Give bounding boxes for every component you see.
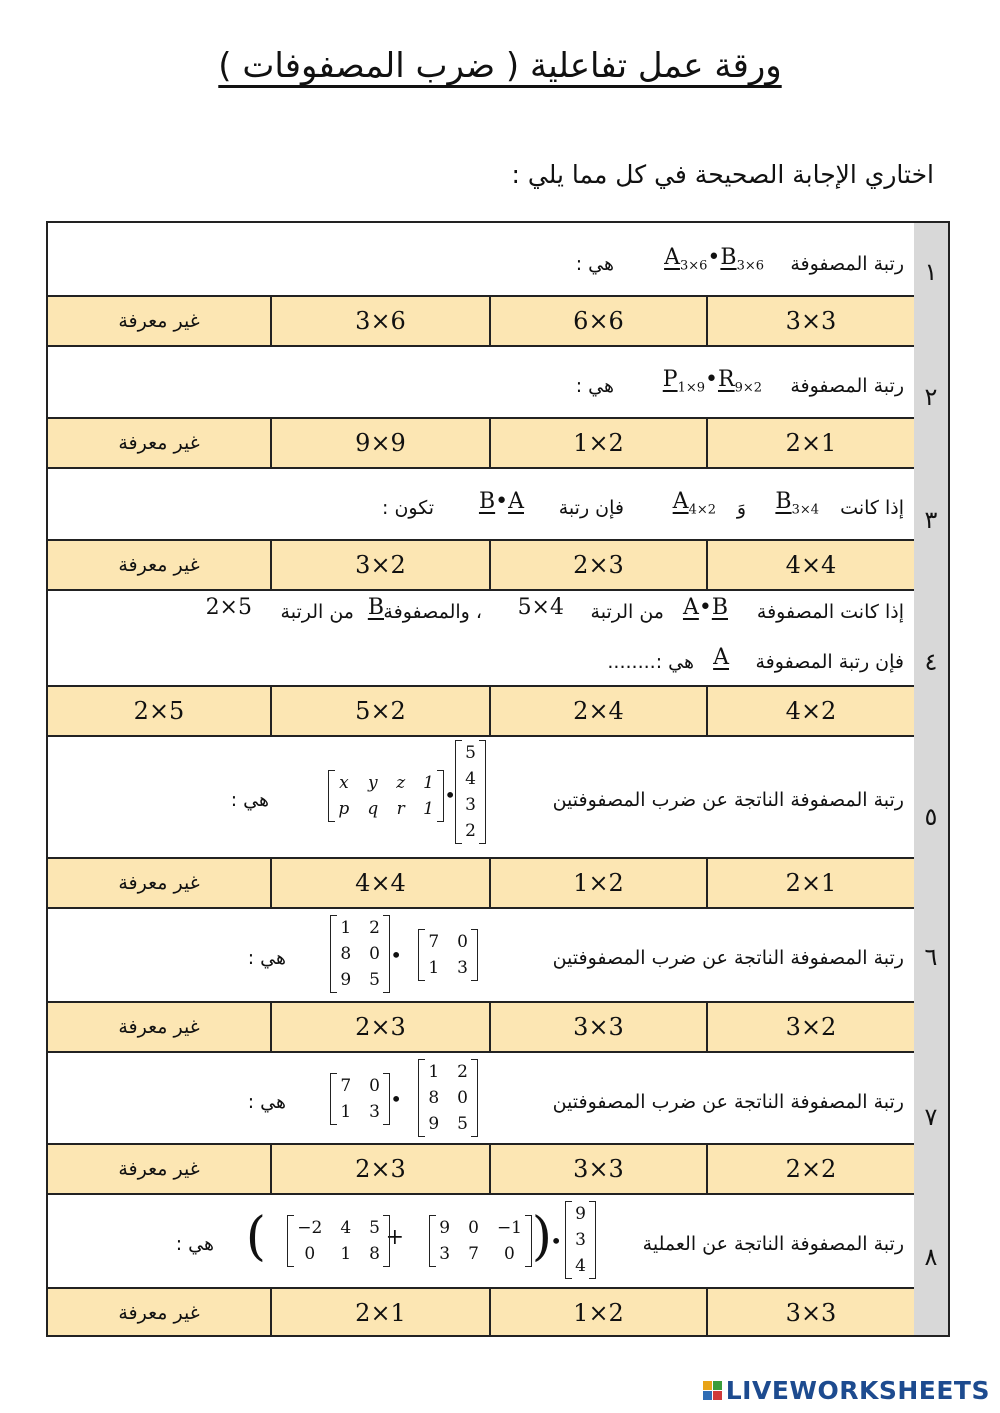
- matrix-entry: q: [367, 799, 379, 819]
- matrix-entry: 1: [340, 918, 352, 938]
- matrix-entry: 4: [340, 1218, 352, 1238]
- question-tail: هي :: [575, 375, 614, 397]
- matrix-entry: 9: [428, 1114, 440, 1134]
- answer-option[interactable]: 3×6: [270, 297, 489, 345]
- matrix-row: [331, 1073, 389, 1099]
- matrix-entry: 0: [304, 1244, 316, 1264]
- answer-option[interactable]: 4×4: [270, 859, 489, 907]
- matrix-row: [456, 740, 485, 766]
- question-tail: هي :: [575, 253, 614, 275]
- answer-option[interactable]: 2×1: [706, 419, 914, 467]
- matrix-order: 3×6: [679, 258, 708, 274]
- column-matrix: [565, 1201, 596, 1279]
- matrix-row: [288, 1241, 389, 1267]
- answer-option[interactable]: 2×4: [489, 687, 706, 735]
- matrix-row: [456, 818, 485, 844]
- answer-option[interactable]: 1×2: [489, 859, 706, 907]
- left-paren: (: [245, 1207, 266, 1267]
- matrix-2x2: [330, 1073, 390, 1125]
- multiply-dot: •: [444, 783, 456, 807]
- question-text: رتبة المصفوفة: [790, 375, 904, 397]
- matrix-B: B: [720, 245, 737, 270]
- matrix-entry: −1: [496, 1218, 522, 1238]
- matrix-entry: 2: [457, 1062, 468, 1082]
- answer-option[interactable]: 3×3: [706, 297, 914, 345]
- matrix-row: [331, 967, 389, 993]
- question-number: ٤: [924, 648, 938, 676]
- matrix-row: [329, 796, 443, 822]
- matrix-entry: 5: [457, 1114, 468, 1134]
- question-tail: هي :: [230, 789, 269, 811]
- answer-option[interactable]: 3×3: [706, 1289, 914, 1337]
- matrix-expression: $P_{1\times 9}•R_{9\times 2}$: [662, 367, 762, 396]
- answer-option[interactable]: 4×2: [706, 687, 914, 735]
- answer-row-5: [48, 859, 914, 909]
- answer-option[interactable]: 1×2: [489, 419, 706, 467]
- footer-brand: LIVEWORKSHEETS: [725, 1376, 990, 1405]
- answer-option[interactable]: غير معرفة: [118, 310, 200, 332]
- matrix-row: [419, 1085, 477, 1111]
- answer-row-2: [48, 419, 914, 469]
- page-title: ورقة عمل تفاعلية ( ضرب المصفوفات ): [218, 46, 782, 86]
- matrix-entry: 1: [428, 1062, 440, 1082]
- row-matrix: [328, 770, 444, 822]
- question-number: ٢: [924, 383, 938, 411]
- question-text: ، والمصفوفة: [383, 601, 482, 623]
- matrix-entry: 2: [369, 918, 380, 938]
- right-paren: ): [531, 1207, 552, 1267]
- matrix-entry: 0: [468, 1218, 479, 1238]
- matrix-entry: 4: [465, 769, 476, 789]
- column-matrix: [455, 740, 486, 844]
- matrix-2x2: [418, 929, 478, 981]
- matrix-A-symbol: A: [713, 645, 729, 670]
- matrix-row: [419, 929, 477, 955]
- answer-row-6: [48, 1003, 914, 1053]
- matrix-row: [430, 1215, 531, 1241]
- question-number: ٦: [924, 943, 938, 971]
- question-text: فإن رتبة المصفوفة: [755, 651, 904, 673]
- question-number: ١: [924, 258, 938, 286]
- matrix-order: 3×6: [736, 258, 764, 274]
- answer-option[interactable]: 2×2: [706, 1145, 914, 1193]
- matrix-order: 2×5: [205, 595, 252, 620]
- question-text: رتبة المصفوفة: [790, 253, 904, 275]
- answer-option[interactable]: 2×5: [133, 697, 185, 725]
- matrix-order: 4×2: [688, 502, 716, 518]
- question-number: ٧: [924, 1103, 938, 1131]
- question-text: فإن رتبة: [558, 497, 624, 519]
- matrix-entry: 1: [423, 799, 434, 819]
- question-table: [46, 221, 950, 1337]
- matrix-entry: 0: [369, 944, 380, 964]
- answer-option[interactable]: 3×3: [489, 1145, 706, 1193]
- matrix-entry: 8: [428, 1088, 440, 1108]
- matrix-row: [419, 1059, 477, 1085]
- matrix-A: A: [508, 489, 524, 514]
- matrix-B: [368, 595, 384, 620]
- matrix-B: B: [775, 489, 792, 514]
- matrix-A-order: [673, 489, 716, 517]
- answer-option[interactable]: 3×2: [706, 1003, 914, 1051]
- question-number: ٥: [924, 803, 938, 831]
- matrix-row: [329, 770, 443, 796]
- matrix-entry: 3: [369, 1102, 380, 1122]
- matrix-R: R: [717, 367, 735, 392]
- instruction: اختاري الإجابة الصحيحة في كل مما يلي :: [511, 160, 934, 189]
- matrix-entry: 0: [457, 1088, 468, 1108]
- answer-option[interactable]: غير معرفة: [118, 1016, 200, 1038]
- matrix-3x2: [330, 915, 390, 993]
- answer-option[interactable]: 2×3: [270, 1003, 489, 1051]
- matrix-entry: 9: [340, 970, 352, 990]
- multiply-dot: •: [550, 1229, 562, 1253]
- matrix-row: [419, 955, 477, 981]
- matrix-entry: 7: [428, 932, 440, 952]
- matrix-3x2: [418, 1059, 478, 1137]
- question-text: رتبة المصفوفة الناتجة عن ضرب المصفوفتين: [552, 789, 904, 811]
- answer-row-3: [48, 541, 914, 591]
- matrix-A: A: [672, 489, 689, 514]
- question-text: رتبة المصفوفة الناتجة عن العملية: [642, 1233, 904, 1255]
- matrix-A: A: [664, 245, 680, 270]
- matrix-entry: 9: [575, 1204, 586, 1224]
- matrix-entry: p: [338, 799, 350, 819]
- answer-option[interactable]: 9×9: [270, 419, 489, 467]
- answer-option[interactable]: 2×3: [489, 541, 706, 589]
- answer-row-4: [48, 687, 914, 737]
- multiply-dot: •: [390, 943, 402, 967]
- question-text: رتبة المصفوفة الناتجة عن ضرب المصفوفتين: [552, 947, 904, 969]
- question-tail: تكون :: [382, 497, 434, 519]
- question-1: [48, 223, 914, 297]
- matrix-entry: 1: [340, 1102, 352, 1122]
- matrix-B: B: [711, 595, 728, 620]
- answer-option[interactable]: غير معرفة: [118, 872, 200, 894]
- matrix-entry: 3: [575, 1230, 586, 1250]
- question-8: [48, 1195, 914, 1289]
- matrix-B-order: [775, 489, 819, 517]
- matrix-entry: 8: [369, 1244, 380, 1264]
- answer-option[interactable]: غير معرفة: [118, 432, 200, 454]
- plus-sign: +: [385, 1225, 404, 1250]
- question-text: إذا كانت: [840, 497, 904, 519]
- matrix-row: [566, 1201, 595, 1227]
- matrix-entry: 3: [439, 1244, 451, 1264]
- matrix-entry: 5: [465, 743, 476, 763]
- matrix-order: 5×4: [517, 595, 564, 620]
- matrix-order: 3×4: [791, 502, 819, 518]
- matrix-entry: −2: [297, 1218, 323, 1238]
- matrix-entry: 1: [423, 773, 434, 793]
- matrix-product: A•B: [682, 595, 728, 620]
- number-column: [912, 223, 948, 1335]
- matrix-row: [331, 915, 389, 941]
- matrix-entry: 5: [369, 1218, 380, 1238]
- question-6: [48, 909, 914, 1003]
- matrix-P: P: [662, 367, 678, 392]
- matrix-A: [713, 645, 729, 670]
- liveworksheets-logo: [703, 1376, 990, 1405]
- matrix-entry: 7: [468, 1244, 479, 1264]
- matrix-expression: $A_{3\times 6}•B_{3\times 6}$: [664, 245, 764, 274]
- conjunction: وَ: [736, 497, 746, 519]
- answer-row-7: [48, 1145, 914, 1195]
- question-tail: هي :........: [607, 651, 694, 673]
- matrix-row: [456, 766, 485, 792]
- question-text: من الرتبة: [590, 601, 664, 623]
- question-3: [48, 469, 914, 541]
- question-2: [48, 347, 914, 419]
- matrix-entry: y: [367, 773, 378, 793]
- matrix-entry: 3: [465, 795, 476, 815]
- matrix-row: [430, 1241, 531, 1267]
- question-4: [48, 591, 914, 687]
- matrix-row: [331, 1099, 389, 1125]
- matrix-order: 1×9: [677, 380, 705, 396]
- answer-option[interactable]: 5×2: [270, 687, 489, 735]
- matrix-entry: 8: [340, 944, 352, 964]
- matrix-row: [419, 1111, 477, 1137]
- matrix-entry: 7: [340, 1076, 352, 1096]
- liveworksheets-icon: [703, 1381, 723, 1401]
- answer-option[interactable]: غير معرفة: [118, 554, 200, 576]
- matrix-B: B: [478, 489, 496, 514]
- answer-option[interactable]: 2×1: [270, 1289, 489, 1337]
- matrix-entry: 0: [504, 1244, 515, 1264]
- answer-option[interactable]: 1×2: [489, 1289, 706, 1337]
- matrix-entry: 1: [340, 1244, 352, 1264]
- answer-option[interactable]: 2×1: [706, 859, 914, 907]
- matrix-row: [456, 792, 485, 818]
- answer-option[interactable]: 4×4: [706, 541, 914, 589]
- question-5: [48, 737, 914, 859]
- matrix-entry: 1: [428, 958, 440, 978]
- matrix-2x3-second: [429, 1215, 532, 1267]
- matrix-2x3-first: [287, 1215, 390, 1267]
- answer-row-8: [48, 1289, 914, 1335]
- answer-option[interactable]: غير معرفة: [118, 1302, 200, 1324]
- answer-row-1: [48, 297, 914, 347]
- answer-option[interactable]: غير معرفة: [118, 1158, 200, 1180]
- question-text: إذا كانت المصفوفة: [756, 601, 904, 623]
- matrix-order: 9×2: [734, 380, 762, 396]
- multiply-dot: •: [390, 1087, 402, 1111]
- matrix-entry: 0: [369, 1076, 380, 1096]
- matrix-entry: 0: [457, 932, 468, 952]
- matrix-entry: 2: [465, 821, 476, 841]
- answer-option[interactable]: 3×3: [489, 1003, 706, 1051]
- matrix-row: [331, 941, 389, 967]
- matrix-entry: 9: [439, 1218, 451, 1238]
- matrix-entry: r: [396, 799, 405, 819]
- question-tail: هي :: [247, 1091, 286, 1113]
- question-number: ٨: [924, 1243, 938, 1271]
- matrix-entry: x: [339, 773, 349, 793]
- matrix-row: [288, 1215, 389, 1241]
- matrix-product: B•A: [478, 489, 524, 514]
- matrix-entry: 3: [457, 958, 468, 978]
- matrix-entry: 4: [575, 1256, 586, 1276]
- question-text: من الرتبة: [280, 601, 354, 623]
- matrix-A: A: [682, 595, 699, 620]
- question-7: [48, 1053, 914, 1145]
- answer-option[interactable]: 3×2: [270, 541, 489, 589]
- matrix-row: [566, 1253, 595, 1279]
- question-tail: هي :: [247, 947, 286, 969]
- question-text: رتبة المصفوفة الناتجة عن ضرب المصفوفتين: [552, 1091, 904, 1113]
- matrix-entry: 5: [369, 970, 380, 990]
- question-number: ٣: [924, 506, 938, 534]
- answer-option[interactable]: 6×6: [489, 297, 706, 345]
- matrix-entry: z: [396, 773, 406, 793]
- matrix-B-symbol: B: [367, 595, 384, 620]
- question-tail: هي :: [175, 1233, 214, 1255]
- matrix-row: [566, 1227, 595, 1253]
- answer-option[interactable]: 2×3: [270, 1145, 489, 1193]
